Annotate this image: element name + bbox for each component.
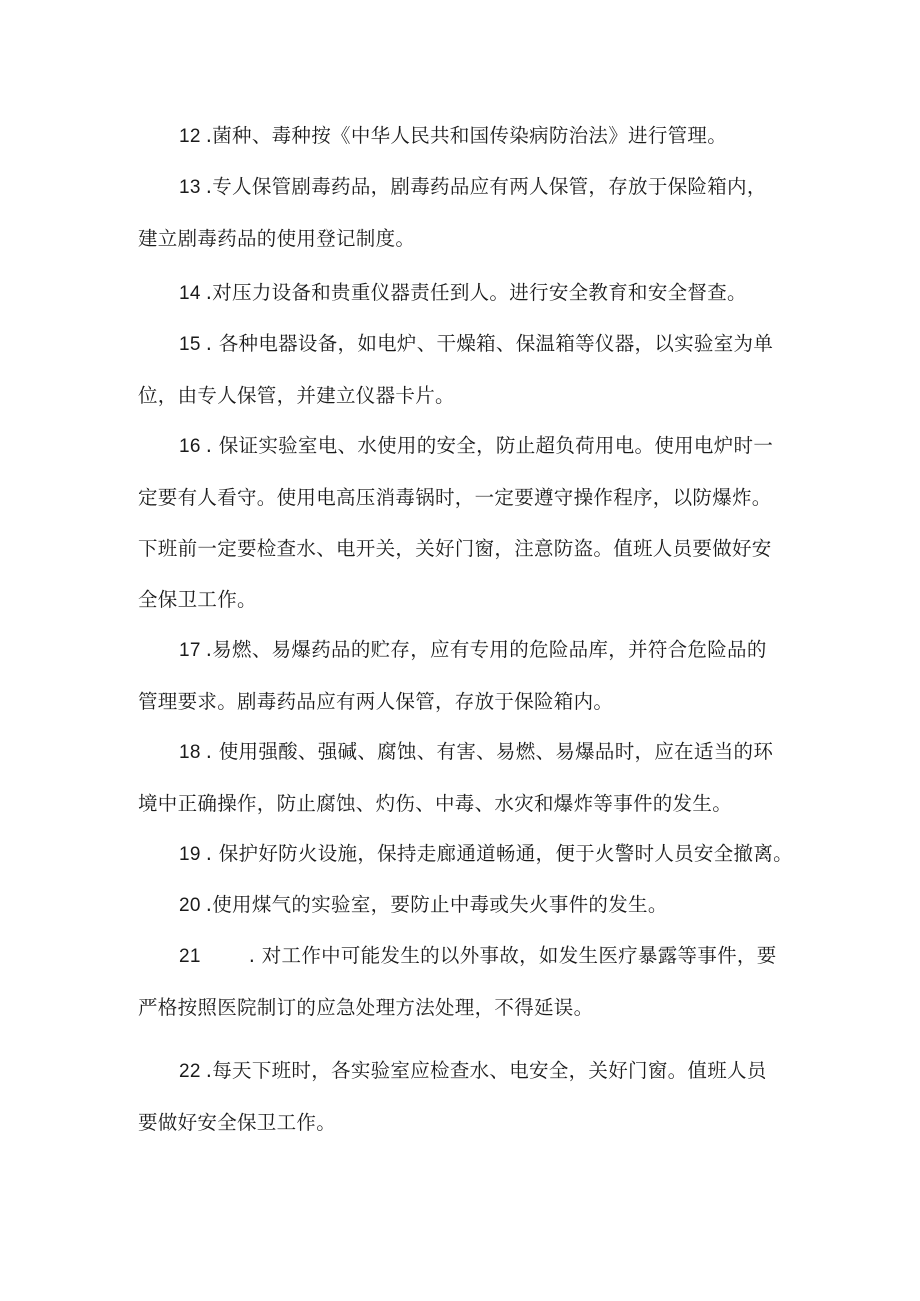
list-item xyxy=(138,318,788,421)
list-item xyxy=(138,1045,788,1148)
list-item-line xyxy=(138,318,788,370)
list-item-line: 严格按照医院制订的应急处理方法处理，不得延误。 xyxy=(138,996,594,1019)
list-item-line xyxy=(138,420,788,472)
list-item xyxy=(138,267,788,319)
item-number: 21 xyxy=(179,946,201,967)
item-text: .每天下班时，各实验室应检查水、电安全，关好门窗。值班人员 xyxy=(205,1059,767,1082)
list-item-line xyxy=(138,161,788,213)
list-item-line xyxy=(138,930,788,982)
item-number: 13 xyxy=(179,177,201,198)
list-item-line: 要做好安全保卫工作。 xyxy=(138,1111,337,1134)
list-item-line xyxy=(138,110,788,162)
item-number: 19 xyxy=(179,844,201,865)
list-item-line: 定要有人看守。使用电高压消毒锅时，一定要遵守操作程序，以防爆炸。 xyxy=(138,486,772,509)
item-text: .使用煤气的实验室，要防止中毒或失火事件的发生。 xyxy=(205,893,668,916)
list-item xyxy=(138,828,793,880)
list-item xyxy=(138,420,788,625)
list-item-line xyxy=(138,267,788,319)
list-item-line: 全保卫工作。 xyxy=(138,588,257,611)
item-number: 22 xyxy=(179,1061,201,1082)
list-item-line: 下班前一定要检查水、电开关，关好门窗，注意防盗。值班人员要做好安 xyxy=(138,537,772,560)
list-item xyxy=(138,624,788,727)
item-text: .专人保管剧毒药品，剧毒药品应有两人保管，存放于保险箱内， xyxy=(205,175,767,198)
item-number: 14 xyxy=(179,283,201,304)
list-item-line xyxy=(138,1045,788,1097)
list-item-line: 境中正确操作，防止腐蚀、灼伤、中毒、水灾和爆炸等事件的发生。 xyxy=(138,792,733,815)
item-number: 20 xyxy=(179,895,201,916)
item-number: 15 xyxy=(179,334,201,355)
list-item-line: 管理要求。剧毒药品应有两人保管，存放于保险箱内。 xyxy=(138,690,614,713)
list-item-line xyxy=(138,726,788,778)
item-text: . 对工作中可能发生的以外事故，如发生医疗暴露等事件，要 xyxy=(248,944,777,967)
list-item-line: 位，由专人保管，并建立仪器卡片。 xyxy=(138,384,455,407)
item-text: .对压力设备和贵重仪器责任到人。进行安全教育和安全督查。 xyxy=(205,281,747,304)
list-item xyxy=(138,110,788,162)
item-text: .菌种、毒种按《中华人民共和国传染病防治法》进行管理。 xyxy=(205,124,728,147)
item-number: 17 xyxy=(179,640,201,661)
item-text: . 各种电器设备，如电炉、干燥箱、保温箱等仪器，以实验室为单 xyxy=(205,332,774,355)
list-item xyxy=(138,161,788,264)
list-item xyxy=(138,879,788,931)
list-item xyxy=(138,726,788,829)
item-text: . 使用强酸、强碱、腐蚀、有害、易燃、易爆品时，应在适当的环 xyxy=(205,740,774,763)
item-number: 18 xyxy=(179,742,201,763)
item-text: . 保证实验室电、水使用的安全，防止超负荷用电。使用电炉时一 xyxy=(205,434,774,457)
list-item-line xyxy=(138,624,788,676)
list-item-line: 建立剧毒药品的使用登记制度。 xyxy=(138,227,416,250)
list-item-line xyxy=(138,879,788,931)
item-number: 16 xyxy=(179,436,201,457)
list-item xyxy=(138,930,788,1033)
item-text: .易燃、易爆药品的贮存，应有专用的危险品库，并符合危险品的 xyxy=(205,638,767,661)
item-text: . 保护好防火设施，保持走廊通道畅通，便于火警时人员安全撤离。 xyxy=(205,842,793,865)
list-item-line xyxy=(138,828,793,880)
item-number: 12 xyxy=(179,126,201,147)
